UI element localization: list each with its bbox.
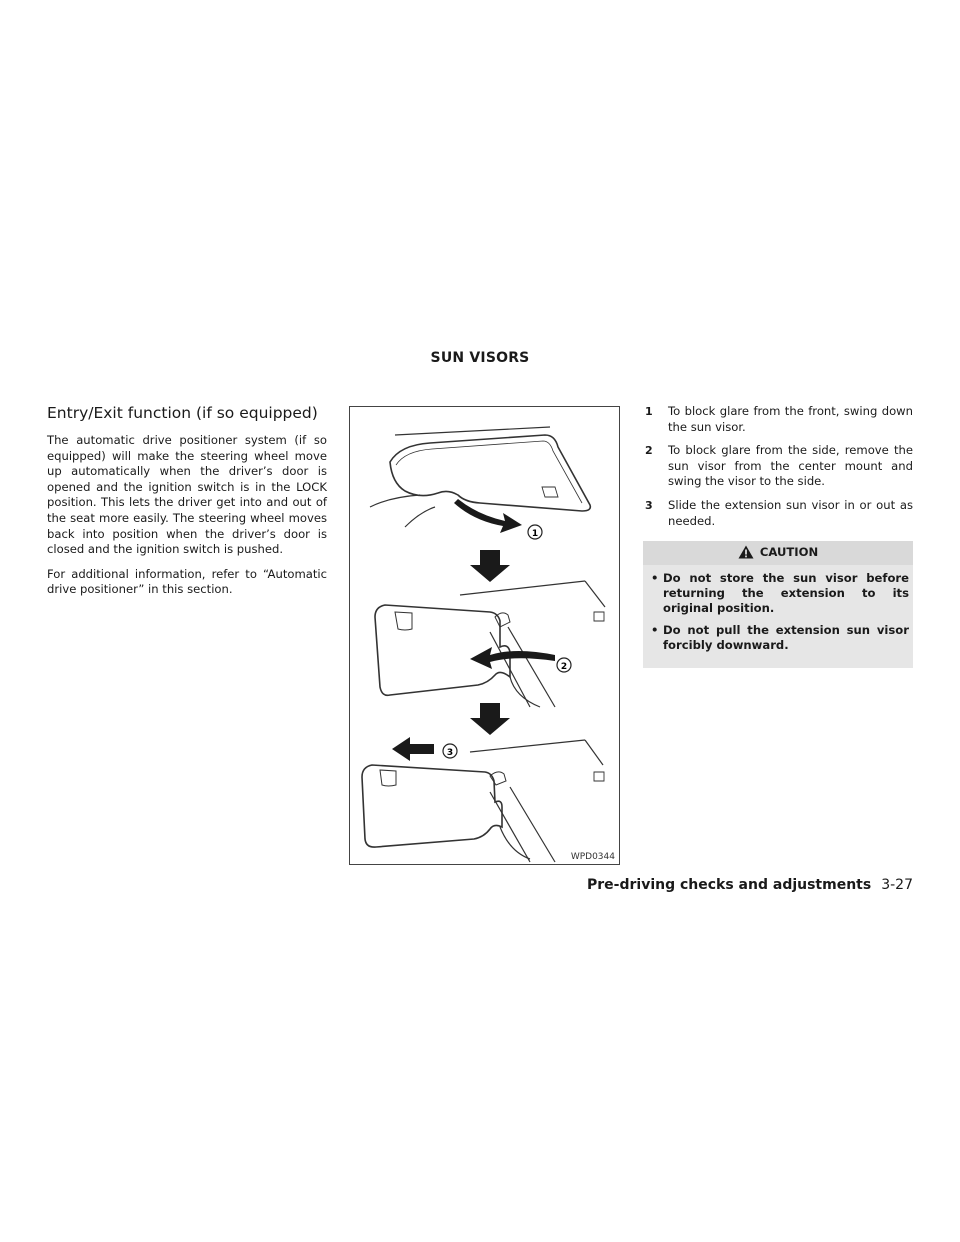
step-number: 2 — [645, 444, 653, 458]
visor-panel-side — [375, 581, 605, 707]
caution-box — [643, 541, 913, 668]
step-item — [643, 498, 913, 529]
arrow-down-1 — [470, 550, 510, 582]
figure-code: WPD0344 — [570, 852, 615, 862]
caution-text: Do not pull the extension sun visor forcibly downward. — [663, 622, 909, 652]
paragraph: For additional information, refer to “Automatic drive positioner” in this section. — [47, 566, 327, 597]
callout-2 — [557, 658, 571, 672]
subsection-heading: Entry/Exit function (if so equipped) — [47, 404, 318, 422]
warning-triangle-icon — [738, 545, 754, 559]
step-text: To block glare from the front, swing down the sun visor. — [668, 404, 913, 434]
right-column — [643, 404, 913, 668]
caution-item — [649, 623, 909, 653]
arrow-extension — [392, 737, 434, 761]
step-item — [643, 443, 913, 490]
callout-label-2: 2 — [560, 662, 568, 672]
callout-label-1: 1 — [531, 529, 539, 539]
callout-3 — [443, 744, 457, 758]
paragraph: The automatic drive positioner system (if so equipped) will make the steering wheel move up automatically when the driver’s door is opened and the ignition switch is in the LOCK position. This lets the driver get into and out of the seat more easily. The steering wheel moves back into position when the driver’s door is closed and the ignition switch is pushed. — [47, 433, 327, 557]
caution-title: CAUTION — [759, 545, 819, 560]
step-text: To block glare from the side, remove the sun visor from the center mount and swing the visor to the side. — [668, 443, 913, 489]
page-footer — [587, 877, 913, 893]
section-title: SUN VISORS — [430, 350, 530, 366]
visor-panel-extension — [362, 740, 604, 862]
page-number: 3-27 — [881, 877, 913, 893]
step-number: 1 — [645, 405, 653, 418]
callout-label-3: 3 — [446, 748, 454, 758]
step-item — [643, 404, 913, 435]
chapter-title: Pre-driving checks and adjustments — [587, 877, 872, 893]
callout-1 — [528, 525, 542, 539]
caution-body — [643, 565, 913, 668]
step-text: Slide the extension sun visor in or out as needed. — [668, 497, 913, 528]
step-number: 3 — [645, 498, 653, 512]
caution-item — [649, 571, 909, 616]
arrow-down-2 — [470, 703, 510, 735]
bullet: • — [651, 570, 659, 585]
caution-header — [643, 541, 913, 565]
sun-visor-drawing — [350, 407, 619, 864]
left-column — [47, 403, 327, 607]
bullet: • — [651, 622, 659, 637]
caution-text: Do not store the sun visor before returning the extension to its original position. — [663, 570, 909, 615]
arrow-swing-side — [470, 647, 555, 669]
sun-visor-illustration — [349, 406, 620, 865]
visor-panel-front — [370, 427, 590, 527]
